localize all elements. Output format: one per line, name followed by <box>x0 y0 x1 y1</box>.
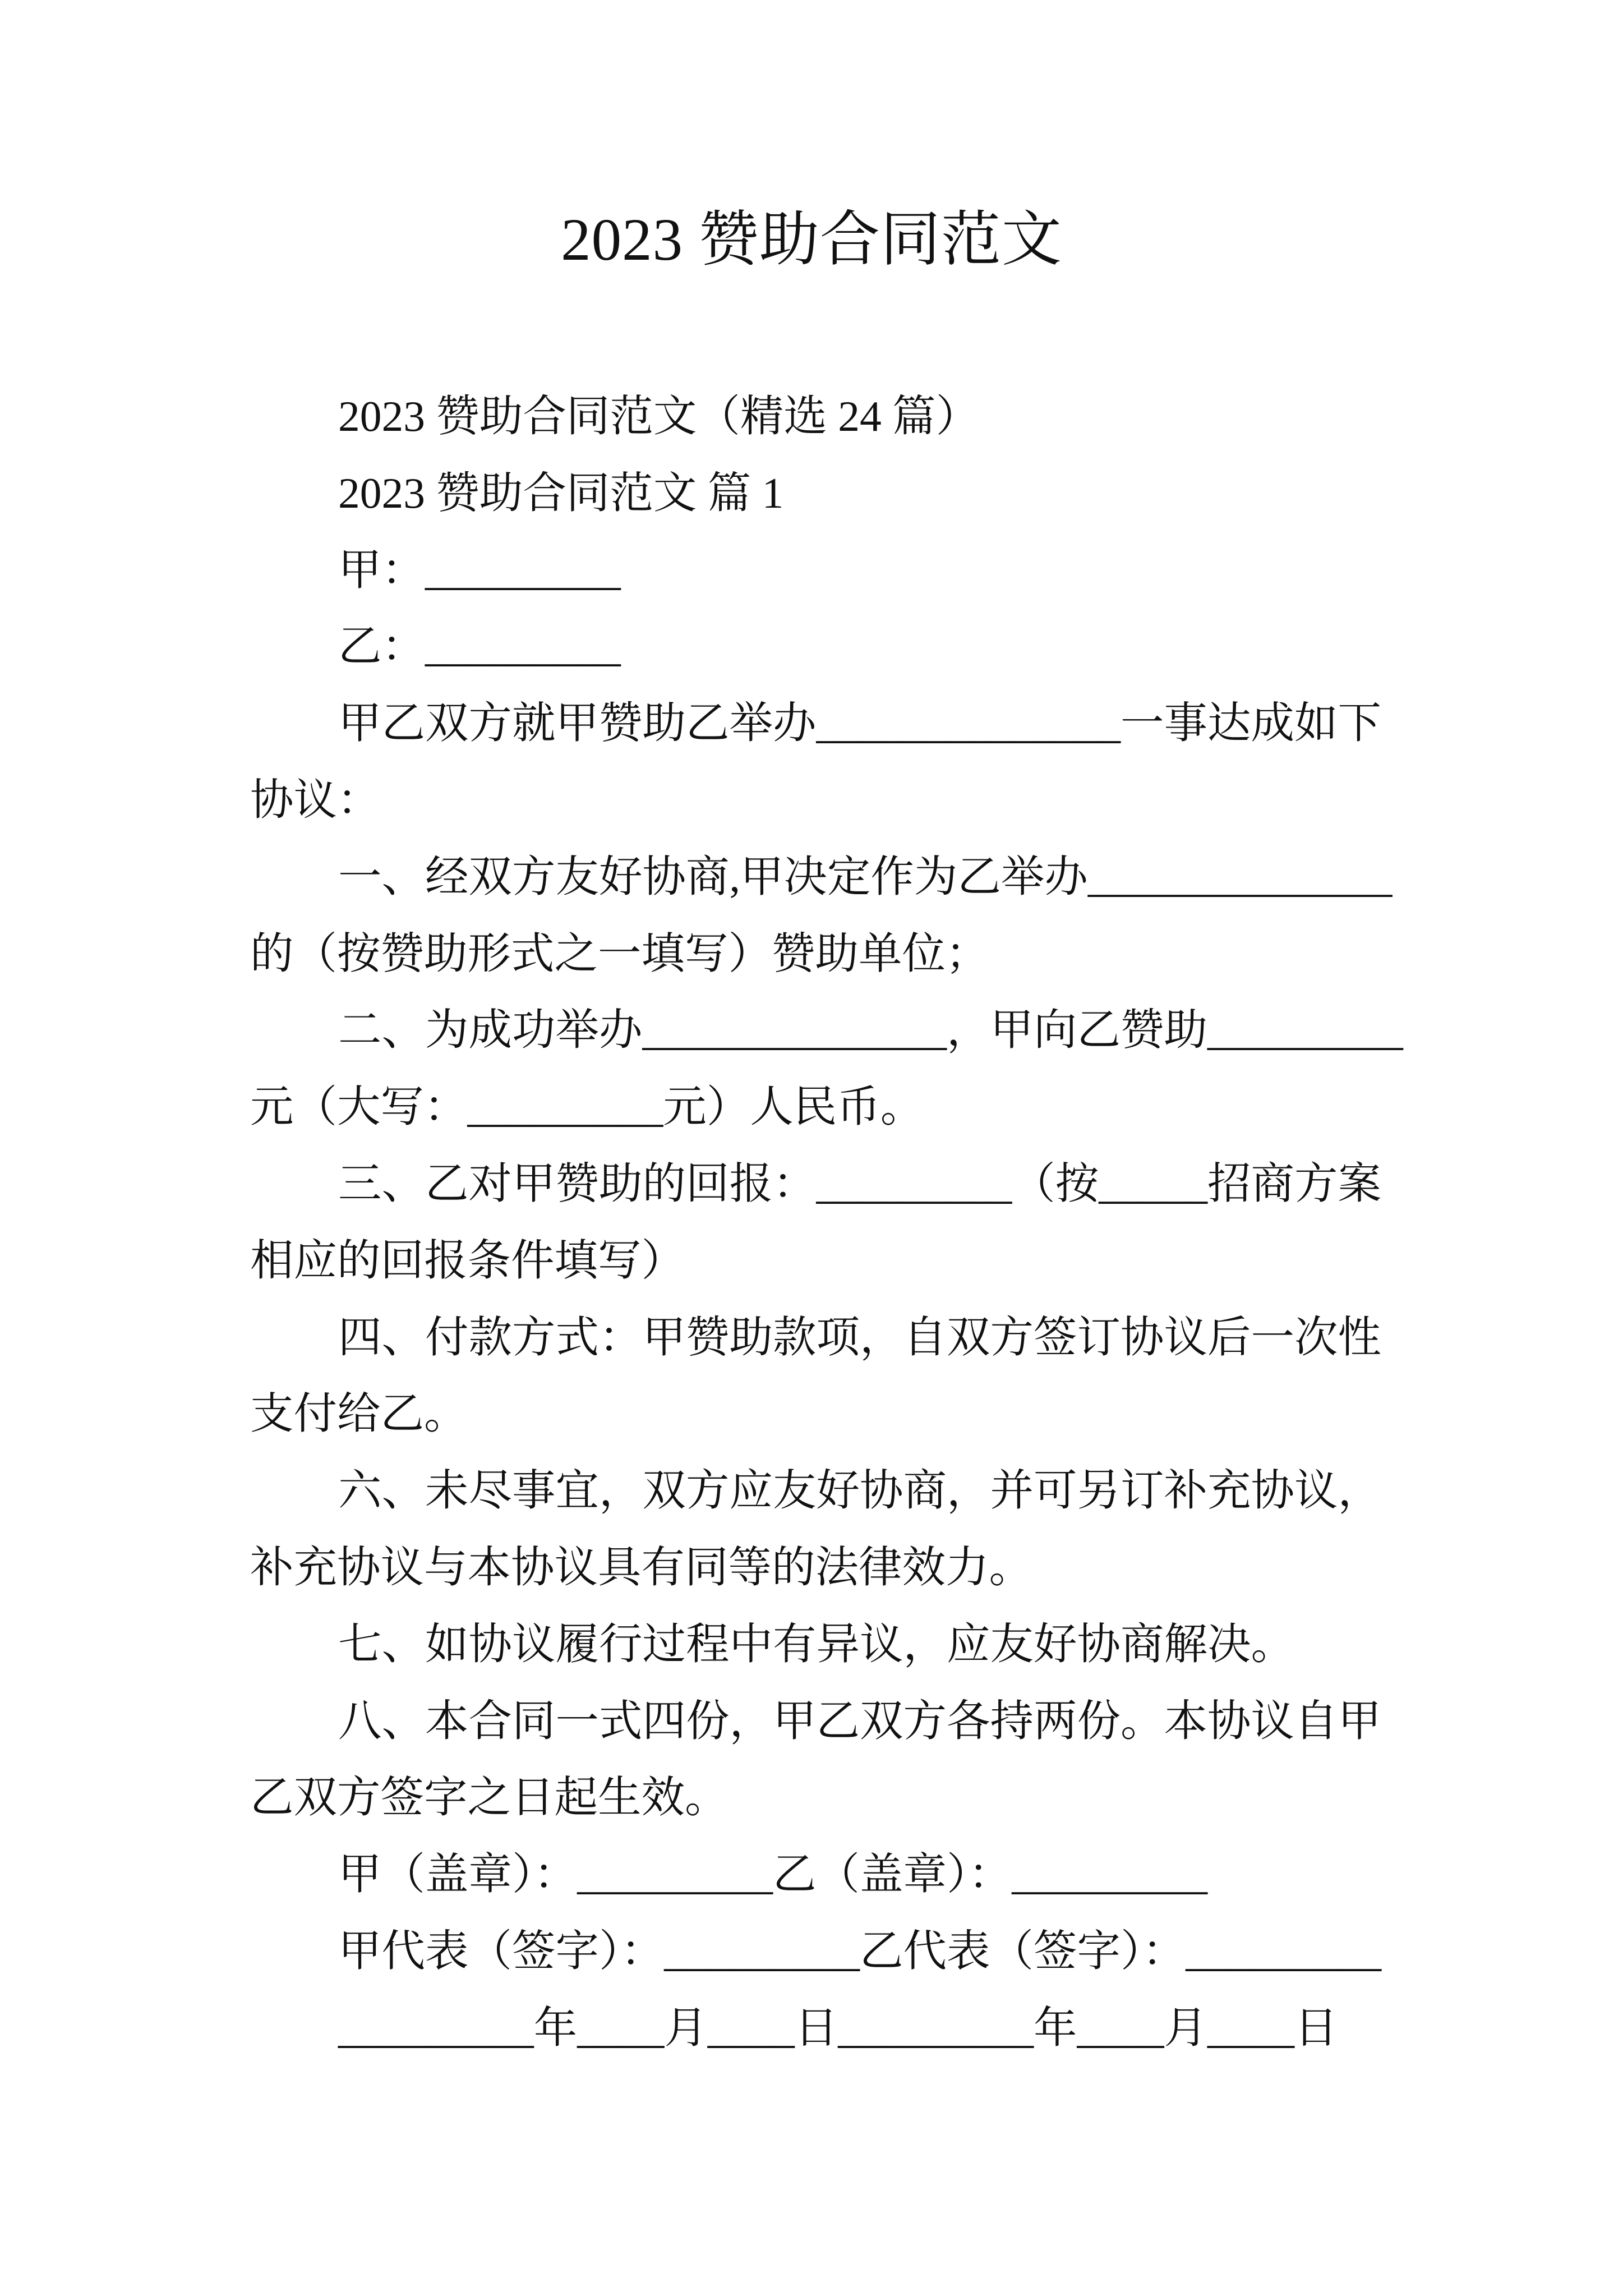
seal-signature-line: 甲（盖章）：_________乙（盖章）：_________ <box>338 1850 1208 1899</box>
representative-signature-line: 甲代表（签字）：_________乙代表（签字）：_________ <box>338 1926 1382 1975</box>
clause-6-line: 补充协议与本协议具有同等的法律效力。 <box>250 1543 1033 1591</box>
collection-heading: 2023 赞助合同范文（精选 24 篇） <box>338 392 980 440</box>
preamble-line: 甲乙双方就甲赞助乙举办______________一事达成如下 <box>338 699 1382 748</box>
preamble-line: 协议： <box>250 775 381 824</box>
clause-8-line: 乙双方签字之日起生效。 <box>250 1773 728 1822</box>
clause-1-line: 的（按赞助形式之一填写）赞助单位； <box>250 929 989 978</box>
clause-6-line: 六、未尽事宜，双方应友好协商，并可另订补充协议， <box>338 1466 1382 1515</box>
clause-2-line: 元（大写：_________元）人民币。 <box>250 1083 924 1131</box>
clause-4-line: 四、付款方式：甲赞助款项，自双方签订协议后一次性 <box>338 1313 1382 1361</box>
clause-8-line: 八、本合同一式四份，甲乙双方各持两份。本协议自甲 <box>338 1696 1382 1745</box>
clause-2-line: 二、为成功举办______________，甲向乙赞助_________ <box>338 1006 1403 1055</box>
clause-3-line: 相应的回报条件填写） <box>250 1236 685 1285</box>
party-b-line: 乙：_________ <box>338 622 621 671</box>
clause-4-line: 支付给乙。 <box>250 1389 468 1438</box>
party-a-line: 甲：_________ <box>338 545 621 594</box>
document-body <box>250 378 1484 2067</box>
article-heading: 2023 赞助合同范文 篇 1 <box>338 468 784 517</box>
clause-7-line: 七、如协议履行过程中有异议，应友好协商解决。 <box>338 1619 1295 1668</box>
clause-1-line: 一、经双方友好协商,甲决定作为乙举办______________ <box>338 852 1393 901</box>
date-line: _________年____月____日_________年____月____日 <box>338 2003 1338 2052</box>
document-title: 2023 赞助合同范文 <box>561 207 1062 273</box>
clause-3-line: 三、乙对甲赞助的回报：_________（按_____招商方案 <box>338 1159 1382 1208</box>
